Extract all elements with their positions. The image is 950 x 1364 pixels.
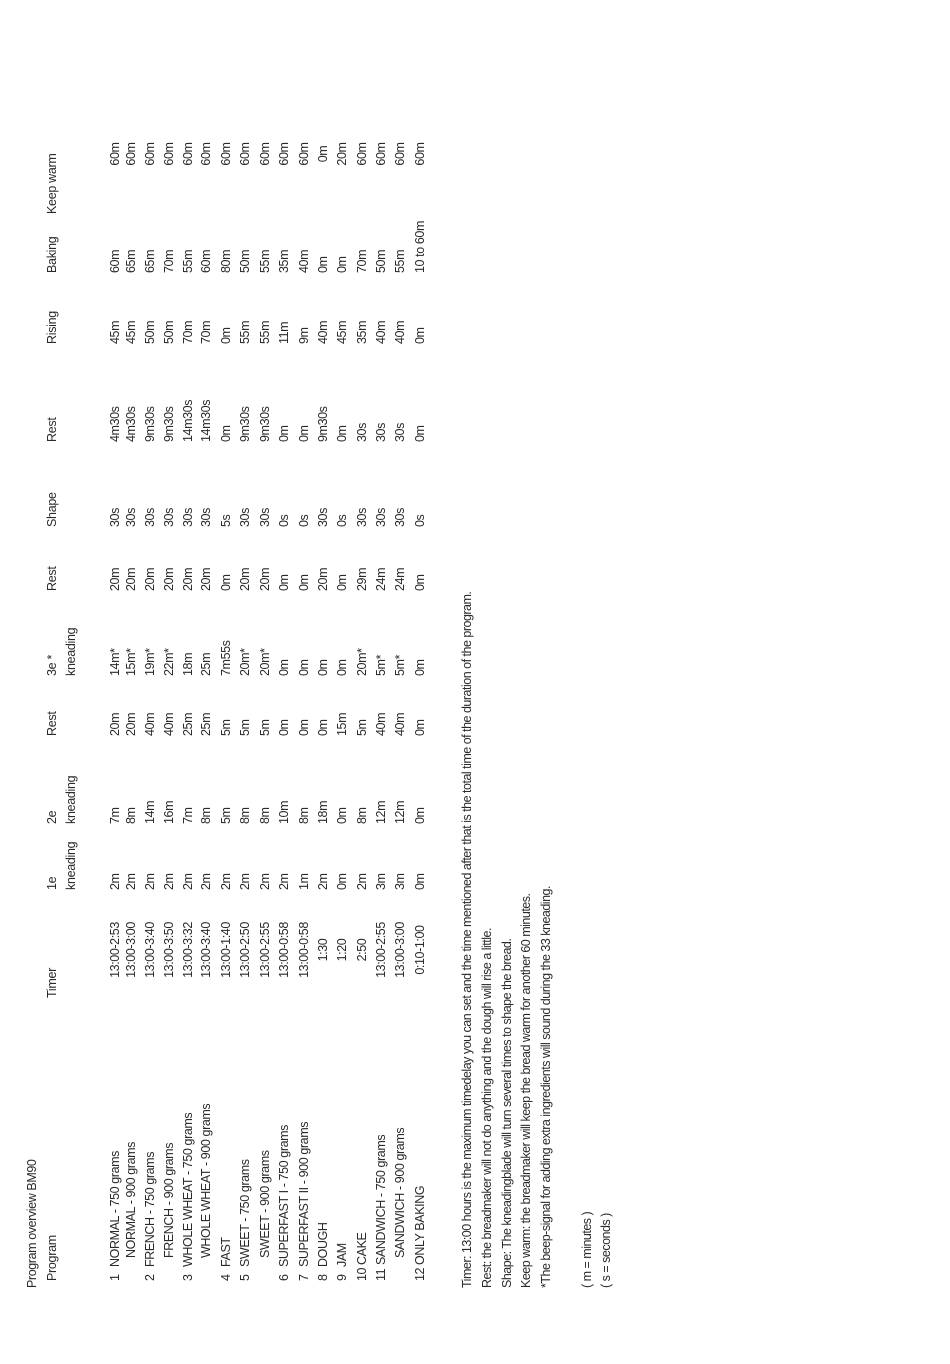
cell-k3: 7m55s bbox=[219, 640, 233, 676]
cell-timer: 13:00-3:00 bbox=[124, 922, 138, 978]
program-number: 8 bbox=[316, 1274, 330, 1281]
cell-rest2: 20m bbox=[124, 567, 138, 591]
cell-k3: 22m* bbox=[162, 648, 176, 676]
cell-rest2: 0m bbox=[219, 574, 233, 591]
cell-k3: 0m bbox=[335, 659, 349, 676]
program-number: 2 bbox=[143, 1274, 157, 1281]
program-number: 6 bbox=[277, 1274, 291, 1281]
cell-rest3: 30s bbox=[355, 423, 369, 442]
cell-shape: 30s bbox=[238, 508, 252, 527]
cell-k1: 0m bbox=[335, 873, 349, 890]
cell-baking: 10 to 60m bbox=[413, 221, 427, 273]
cell-rest2: 0m bbox=[277, 574, 291, 591]
cell-rest2: 0m bbox=[297, 574, 311, 591]
cell-shape: 30s bbox=[355, 508, 369, 527]
cell-rising: 35m bbox=[355, 320, 369, 344]
cell-rest3: 30s bbox=[374, 423, 388, 442]
cell-k1: 2m bbox=[238, 873, 252, 890]
cell-rising: 45m bbox=[124, 320, 138, 344]
cell-timer: 1:30 bbox=[316, 938, 330, 962]
cell-baking: 70m bbox=[162, 249, 176, 273]
cell-baking: 50m bbox=[374, 249, 388, 273]
cell-rest1: 25m bbox=[199, 712, 213, 736]
cell-k3: 5m* bbox=[374, 654, 388, 676]
cell-rest3: 4m30s bbox=[108, 406, 122, 442]
cell-k3: 20m* bbox=[355, 648, 369, 676]
cell-rest1: 40m bbox=[374, 712, 388, 736]
cell-k1: 2m bbox=[199, 873, 213, 890]
cell-rest1: 0m bbox=[413, 719, 427, 736]
cell-k1: 2m bbox=[124, 873, 138, 890]
cell-k2: 0m bbox=[335, 807, 349, 824]
cell-rest2: 20m bbox=[143, 567, 157, 591]
cell-rising: 0m bbox=[413, 327, 427, 344]
cell-shape: 0s bbox=[413, 514, 427, 527]
cell-k1: 0m bbox=[413, 873, 427, 890]
cell-k2: 7m bbox=[181, 807, 195, 824]
cell-rising: 70m bbox=[199, 320, 213, 344]
cell-rising: 40m bbox=[374, 320, 388, 344]
program-name: FRENCH - 900 grams bbox=[162, 1142, 176, 1258]
cell-rest3: 0m bbox=[413, 425, 427, 442]
cell-baking: 55m bbox=[258, 249, 272, 273]
cell-rest1: 25m bbox=[181, 712, 195, 736]
header-k1-line1: 1e bbox=[45, 876, 59, 890]
program-name: FRENCH - 750 grams bbox=[143, 1151, 157, 1267]
cell-keepwarm: 60m bbox=[162, 142, 176, 166]
cell-rest1: 40m bbox=[393, 712, 407, 736]
cell-k2: 8m bbox=[355, 807, 369, 824]
cell-shape: 30s bbox=[181, 508, 195, 527]
header-timer: Timer bbox=[45, 968, 59, 998]
cell-shape: 30s bbox=[316, 508, 330, 527]
program-name: SWEET - 900 grams bbox=[258, 1150, 272, 1258]
note-line: Rest: the breadmaker will not do anything and the dough will rise a little. bbox=[480, 928, 494, 1288]
cell-shape: 30s bbox=[393, 508, 407, 527]
cell-baking: 65m bbox=[124, 249, 138, 273]
cell-k3: 0m bbox=[316, 659, 330, 676]
cell-rest1: 5m bbox=[355, 719, 369, 736]
cell-k1: 2m bbox=[181, 873, 195, 890]
cell-baking: 80m bbox=[219, 249, 233, 273]
cell-shape: 30s bbox=[374, 508, 388, 527]
cell-k1: 3m bbox=[393, 873, 407, 890]
cell-keepwarm: 60m bbox=[238, 142, 252, 166]
cell-timer: 13:00-2:53 bbox=[108, 922, 122, 978]
cell-timer: 13:00-0:58 bbox=[297, 922, 311, 978]
cell-baking: 60m bbox=[199, 249, 213, 273]
cell-keepwarm: 60m bbox=[219, 142, 233, 166]
unit-legend-line: ( s = seconds ) bbox=[599, 1213, 613, 1288]
cell-keepwarm: 60m bbox=[277, 142, 291, 166]
cell-rest1: 0m bbox=[277, 719, 291, 736]
header-baking: Baking bbox=[45, 236, 59, 273]
program-name: NORMAL - 900 grams bbox=[124, 1142, 138, 1258]
cell-k2: 12m bbox=[393, 800, 407, 824]
cell-k2: 18m bbox=[316, 800, 330, 824]
cell-k3: 14m* bbox=[108, 648, 122, 676]
cell-rest3: 0m bbox=[277, 425, 291, 442]
cell-baking: 55m bbox=[393, 249, 407, 273]
cell-rest3: 0m bbox=[297, 425, 311, 442]
cell-timer: 13:00-0:58 bbox=[277, 922, 291, 978]
cell-k3: 18m bbox=[181, 652, 195, 676]
cell-rest3: 9m30s bbox=[258, 406, 272, 442]
cell-k3: 20m* bbox=[238, 648, 252, 676]
cell-rising: 70m bbox=[181, 320, 195, 344]
cell-rest2: 20m bbox=[238, 567, 252, 591]
cell-rising: 50m bbox=[143, 320, 157, 344]
cell-rest2: 24m bbox=[374, 567, 388, 591]
cell-k2: 8m bbox=[199, 807, 213, 824]
cell-rest1: 0m bbox=[297, 719, 311, 736]
cell-rest1: 5m bbox=[219, 719, 233, 736]
cell-keepwarm: 60m bbox=[413, 142, 427, 166]
cell-k2: 0m bbox=[413, 807, 427, 824]
cell-rest3: 0m bbox=[219, 425, 233, 442]
cell-baking: 35m bbox=[277, 249, 291, 273]
program-name: JAM bbox=[335, 1243, 349, 1267]
program-number: 4 bbox=[219, 1274, 233, 1281]
cell-rising: 45m bbox=[335, 320, 349, 344]
cell-shape: 30s bbox=[143, 508, 157, 527]
cell-k1: 2m bbox=[277, 873, 291, 890]
cell-baking: 70m bbox=[355, 249, 369, 273]
cell-rest1: 40m bbox=[162, 712, 176, 736]
cell-timer: 13:00-1:40 bbox=[219, 922, 233, 978]
cell-rest2: 0m bbox=[413, 574, 427, 591]
cell-keepwarm: 0m bbox=[316, 145, 330, 163]
program-name: SANDWICH - 750 grams bbox=[374, 1134, 388, 1265]
cell-k1: 2m bbox=[316, 873, 330, 890]
program-number: 5 bbox=[238, 1274, 252, 1281]
note-line: Shape: The kneadingblade will turn several times to shape the bread. bbox=[500, 938, 514, 1288]
cell-rest2: 29m bbox=[355, 567, 369, 591]
header-shape: Shape bbox=[45, 492, 59, 527]
cell-shape: 30s bbox=[124, 508, 138, 527]
cell-timer: 13:00-3:50 bbox=[162, 922, 176, 978]
cell-rest3: 14m30s bbox=[181, 399, 195, 442]
cell-timer: 13:00-2:55 bbox=[374, 922, 388, 978]
header-k3-line2: kneading bbox=[64, 627, 78, 676]
cell-shape: 0s bbox=[297, 514, 311, 527]
program-name: DOUGH bbox=[316, 1222, 330, 1267]
cell-baking: 60m bbox=[108, 249, 122, 273]
cell-keepwarm: 60m bbox=[355, 142, 369, 166]
cell-k2: 8m bbox=[297, 807, 311, 824]
cell-rest1: 0m bbox=[316, 719, 330, 736]
cell-k1: 2m bbox=[162, 873, 176, 890]
cell-keepwarm: 60m bbox=[393, 142, 407, 166]
program-name: SANDWICH - 900 grams bbox=[393, 1127, 407, 1258]
cell-rest2: 20m bbox=[316, 567, 330, 591]
note-line: Keep warm: the breadmaker will keep the bread warm for another 60 minutes. bbox=[519, 893, 533, 1288]
cell-rest2: 20m bbox=[199, 567, 213, 591]
cell-keepwarm: 60m bbox=[143, 142, 157, 166]
cell-k3: 25m bbox=[199, 652, 213, 676]
cell-k1: 2m bbox=[219, 873, 233, 890]
cell-shape: 0s bbox=[335, 514, 349, 527]
cell-k1: 2m bbox=[143, 873, 157, 890]
cell-rising: 55m bbox=[238, 320, 252, 344]
program-number: 11 bbox=[374, 1268, 388, 1281]
cell-baking: 40m bbox=[297, 249, 311, 273]
cell-keepwarm: 60m bbox=[297, 142, 311, 166]
program-name: SUPERFAST I - 750 grams bbox=[277, 1124, 291, 1267]
cell-timer: 13:00-3:40 bbox=[143, 922, 157, 978]
cell-baking: 65m bbox=[143, 249, 157, 273]
cell-k1: 1m bbox=[297, 873, 311, 890]
cell-keepwarm: 60m bbox=[199, 142, 213, 166]
cell-shape: 0s bbox=[277, 514, 291, 527]
cell-shape: 30s bbox=[108, 508, 122, 527]
cell-rising: 55m bbox=[258, 320, 272, 344]
cell-rest3: 14m30s bbox=[199, 399, 213, 442]
cell-k2: 14m bbox=[143, 800, 157, 824]
cell-timer: 0:10-1:00 bbox=[413, 925, 427, 975]
program-name: CAKE bbox=[355, 1232, 369, 1265]
header-rising: Rising bbox=[45, 311, 59, 344]
cell-baking: 0m bbox=[335, 256, 349, 273]
cell-k2: 8m bbox=[124, 807, 138, 824]
cell-k3: 5m* bbox=[393, 654, 407, 676]
cell-k3: 0m bbox=[297, 659, 311, 676]
cell-keepwarm: 60m bbox=[374, 142, 388, 166]
cell-rising: 9m bbox=[297, 327, 311, 344]
program-number: 9 bbox=[335, 1274, 349, 1281]
header-k2-line1: 2e bbox=[45, 810, 59, 824]
cell-rest3: 9m30s bbox=[238, 406, 252, 442]
cell-rest2: 20m bbox=[108, 567, 122, 591]
cell-shape: 30s bbox=[162, 508, 176, 527]
cell-rest1: 20m bbox=[124, 712, 138, 736]
cell-baking: 0m bbox=[316, 256, 330, 273]
cell-rest3: 4m30s bbox=[124, 406, 138, 442]
cell-timer: 2:50 bbox=[355, 938, 369, 962]
program-name: SWEET - 750 grams bbox=[238, 1159, 252, 1267]
program-number: 10 bbox=[355, 1267, 369, 1281]
program-name: ONLY BAKING bbox=[413, 1185, 427, 1265]
cell-rising: 45m bbox=[108, 320, 122, 344]
program-name: NORMAL - 750 grams bbox=[108, 1151, 122, 1267]
cell-k2: 8m bbox=[258, 807, 272, 824]
cell-rising: 50m bbox=[162, 320, 176, 344]
cell-k3: 20m* bbox=[258, 648, 272, 676]
header-k2-line2: kneading bbox=[64, 775, 78, 824]
cell-shape: 5s bbox=[219, 514, 233, 527]
cell-timer: 13:00-3:40 bbox=[199, 922, 213, 978]
cell-rest1: 5m bbox=[258, 719, 272, 736]
program-name: WHOLE WHEAT - 750 grams bbox=[181, 1112, 195, 1267]
program-number: 3 bbox=[181, 1274, 195, 1281]
header-k1-line2: kneading bbox=[64, 841, 78, 890]
cell-rest2: 20m bbox=[258, 567, 272, 591]
cell-rest1: 15m bbox=[335, 712, 349, 736]
cell-keepwarm: 60m bbox=[181, 142, 195, 166]
cell-baking: 55m bbox=[181, 249, 195, 273]
cell-rising: 40m bbox=[393, 320, 407, 344]
cell-rest1: 20m bbox=[108, 712, 122, 736]
program-name: WHOLE WHEAT - 900 grams bbox=[199, 1103, 213, 1258]
cell-rest3: 9m30s bbox=[162, 406, 176, 442]
cell-rest3: 9m30s bbox=[316, 406, 330, 442]
cell-rising: 40m bbox=[316, 320, 330, 344]
cell-rest2: 20m bbox=[162, 567, 176, 591]
cell-rest3: 0m bbox=[335, 425, 349, 442]
page-title: Program overview BM90 bbox=[25, 1159, 39, 1288]
cell-rest2: 0m bbox=[335, 574, 349, 591]
header-rest-1: Rest bbox=[45, 711, 59, 736]
header-rest-2: Rest bbox=[45, 566, 59, 591]
cell-k3: 0m bbox=[413, 659, 427, 676]
cell-k2: 12m bbox=[374, 800, 388, 824]
cell-rest3: 30s bbox=[393, 423, 407, 442]
program-name: SUPERFAST II - 900 grams bbox=[297, 1121, 311, 1267]
cell-k2: 7m bbox=[108, 807, 122, 824]
cell-rest1: 5m bbox=[238, 719, 252, 736]
cell-timer: 13:00-3:32 bbox=[181, 922, 195, 978]
cell-rising: 11m bbox=[277, 321, 291, 344]
program-number: 12 bbox=[413, 1267, 427, 1281]
cell-rest1: 40m bbox=[143, 712, 157, 736]
header-program: Program bbox=[45, 1235, 59, 1281]
header-keep-warm: Keep warm bbox=[45, 153, 59, 214]
note-line: *The beep-signal for adding extra ingredients will sound during the 33 kneading. bbox=[539, 886, 553, 1288]
cell-k1: 2m bbox=[355, 873, 369, 890]
cell-k3: 15m* bbox=[124, 648, 138, 676]
cell-k3: 0m bbox=[277, 659, 291, 676]
cell-k3: 19m* bbox=[143, 648, 157, 676]
cell-k2: 16m bbox=[162, 800, 176, 824]
header-k3-line1: 3e * bbox=[45, 654, 59, 676]
header-rest-3: Rest bbox=[45, 417, 59, 442]
cell-k1: 3m bbox=[374, 873, 388, 890]
program-number: 7 bbox=[297, 1274, 311, 1281]
cell-k2: 5m bbox=[219, 807, 233, 824]
note-line: Timer: 13:00 hours is the maximum timedelay you can set and the time mentioned after that is the total time of the duration of the program. bbox=[460, 591, 474, 1288]
cell-shape: 30s bbox=[199, 508, 213, 527]
cell-rest2: 24m bbox=[393, 567, 407, 591]
cell-baking: 50m bbox=[238, 249, 252, 273]
cell-rising: 0m bbox=[219, 327, 233, 344]
cell-rest3: 9m30s bbox=[143, 406, 157, 442]
cell-k1: 2m bbox=[258, 873, 272, 890]
cell-k1: 2m bbox=[108, 873, 122, 890]
cell-keepwarm: 60m bbox=[258, 142, 272, 166]
cell-timer: 13:00-2:50 bbox=[238, 922, 252, 978]
program-name: FAST bbox=[219, 1237, 233, 1267]
cell-keepwarm: 60m bbox=[124, 142, 138, 166]
unit-legend-line: ( m = minutes ) bbox=[580, 1211, 594, 1288]
cell-k2: 10m bbox=[277, 800, 291, 824]
cell-timer: 13:00-3:00 bbox=[393, 922, 407, 978]
program-number: 1 bbox=[108, 1274, 122, 1281]
cell-rest2: 20m bbox=[181, 567, 195, 591]
cell-shape: 30s bbox=[258, 508, 272, 527]
cell-timer: 1:20 bbox=[335, 938, 349, 962]
cell-keepwarm: 60m bbox=[108, 142, 122, 166]
cell-timer: 13:00-2:55 bbox=[258, 922, 272, 978]
cell-k2: 8m bbox=[238, 807, 252, 824]
cell-keepwarm: 20m bbox=[335, 142, 349, 166]
